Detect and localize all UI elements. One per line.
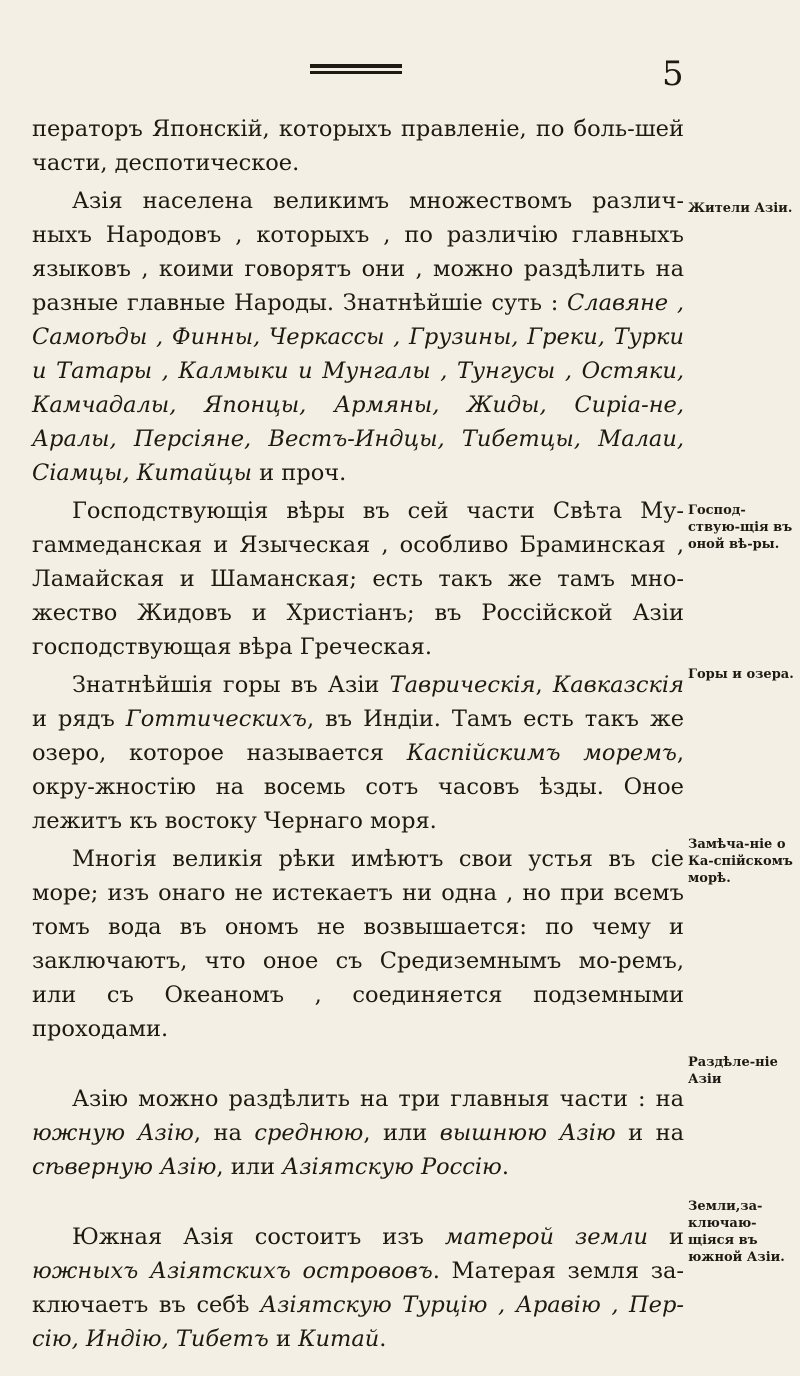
southern-text-e: . [379,1326,387,1352]
paragraph-peoples [32,184,684,490]
division-middle: среднюю [254,1120,364,1146]
division-text-e: , или [216,1154,276,1180]
margin-note-inhabitants: Жители Азiи. [688,201,793,216]
division-south: южную Азiю [32,1120,194,1146]
division-north: сѣверную Азiю [32,1154,217,1180]
mountains-taurian: Таврическiя [389,672,536,698]
southern-text-c: . Матерая земля за-ключаетъ въ себѣ [32,1258,684,1318]
southern-text-a: Южная Азiя состоитъ изъ [72,1224,424,1250]
header-ornament [310,64,402,76]
peoples-list: Славяне , Самоѣды , Финны, Черкассы , Грузины, Греки, Турки и Татары , Калмыки и Мунгалы , Тунгусы , Остяки, Камчадалы, Японцы, Армяны, Жиды, Сирiа-не, Аралы, Персiяне, Вестъ-Индцы, Тибетцы, Малаи, Сiамцы, Китайцы [32,290,685,486]
southern-china: Китай [298,1326,380,1352]
division-text-b: , на [193,1120,242,1146]
mountains-gothic: Готтическихъ [125,706,307,732]
margin-note-caspian: Замѣча-нiе о Ка-спiйскомъ морѣ. [688,837,793,886]
religions-text: Господствующiя вѣры въ сей части Свѣта Му-гаммеданская и Языческая , особливо Браминская , Ламайская и Шаманская; есть такъ же тамъ мно-жество Жидовъ и Христiанъ; въ Россiйской Азiи господствующая вѣра Греческая. [32,498,684,660]
paragraph-religions [32,494,684,664]
southern-text-b: и [669,1224,685,1250]
mountains-text-b: , [535,672,543,698]
mountains-text-d: , въ Индiи. Тамъ есть такъ же озеро, которое называется [32,706,685,766]
caspian-sea-name: Каспiйскимъ моремъ [406,740,677,766]
paragraph-division [32,1082,684,1184]
southern-text-d: и [275,1326,291,1352]
mountains-caucasian: Кавказскiя [552,672,684,698]
rivers-text: Многiя великiя рѣки имѣютъ свои устья въ сiе море; изъ онаго не истекаетъ ни одна , но при всемъ томъ вода въ ономъ не возвышается: по чему и заключаютъ, что оное съ Средиземнымъ мо-ремъ, или съ Океаномъ , соединяется подземными проходами. [32,846,684,1042]
southern-mainland: матерой земли [444,1224,649,1250]
division-text-c: , или [363,1120,428,1146]
mountains-text-a: Знатнѣйшiя горы въ Азiи [72,672,380,698]
margin-note-division: Раздѣле-нiе Азiи [688,1055,778,1087]
page-number: 5 [662,54,684,94]
paragraph-rivers [32,842,684,1046]
division-upper: вышнюю Азiю [439,1120,616,1146]
margin-note-mountains: Горы и озера. [688,667,794,682]
paragraph-southern-asia [32,1220,684,1356]
southern-countries: Азiятскую Турцiю , Аравiю , Пер-сiю, Индiю, Тибетъ [32,1292,685,1352]
southern-islands: южныхъ Азiятскихъ острововъ [32,1258,433,1284]
paragraph-continuation: ператоръ Японскiй, которыхъ правленiе, по боль-шей части, деспотическое. [32,116,684,176]
division-text-f: . [501,1154,510,1180]
paragraph-mountains [32,668,684,838]
mountains-text-c: и рядъ [32,706,115,732]
margin-note-southern-lands: Земли,за-ключаю-щiяся въ южной Азiи. [688,1199,785,1265]
division-text-a: Азiю можно раздѣлить на три главныя части : на [72,1086,684,1112]
margin-note-religions: Господ-ствую-щiя въ оной вѣ-ры. [688,503,793,552]
peoples-intro: Азiя населена великимъ множествомъ различ-ныхъ Народовъ , которыхъ , по различiю главныхъ языковъ , коими говорятъ они , можно раздѣлить на разные главные Народы. Знатнѣйшiе суть : [32,188,684,316]
peoples-end: и проч. [259,460,347,486]
division-text-d: и на [628,1120,685,1146]
division-russia: Азiятскую Россiю [282,1154,502,1180]
mountains-text-e: , окру-жностiю на восемь сотъ часовъ ѣзды. Оное лежитъ къ востоку Чернаго моря. [32,740,685,834]
page-body [32,112,684,1356]
